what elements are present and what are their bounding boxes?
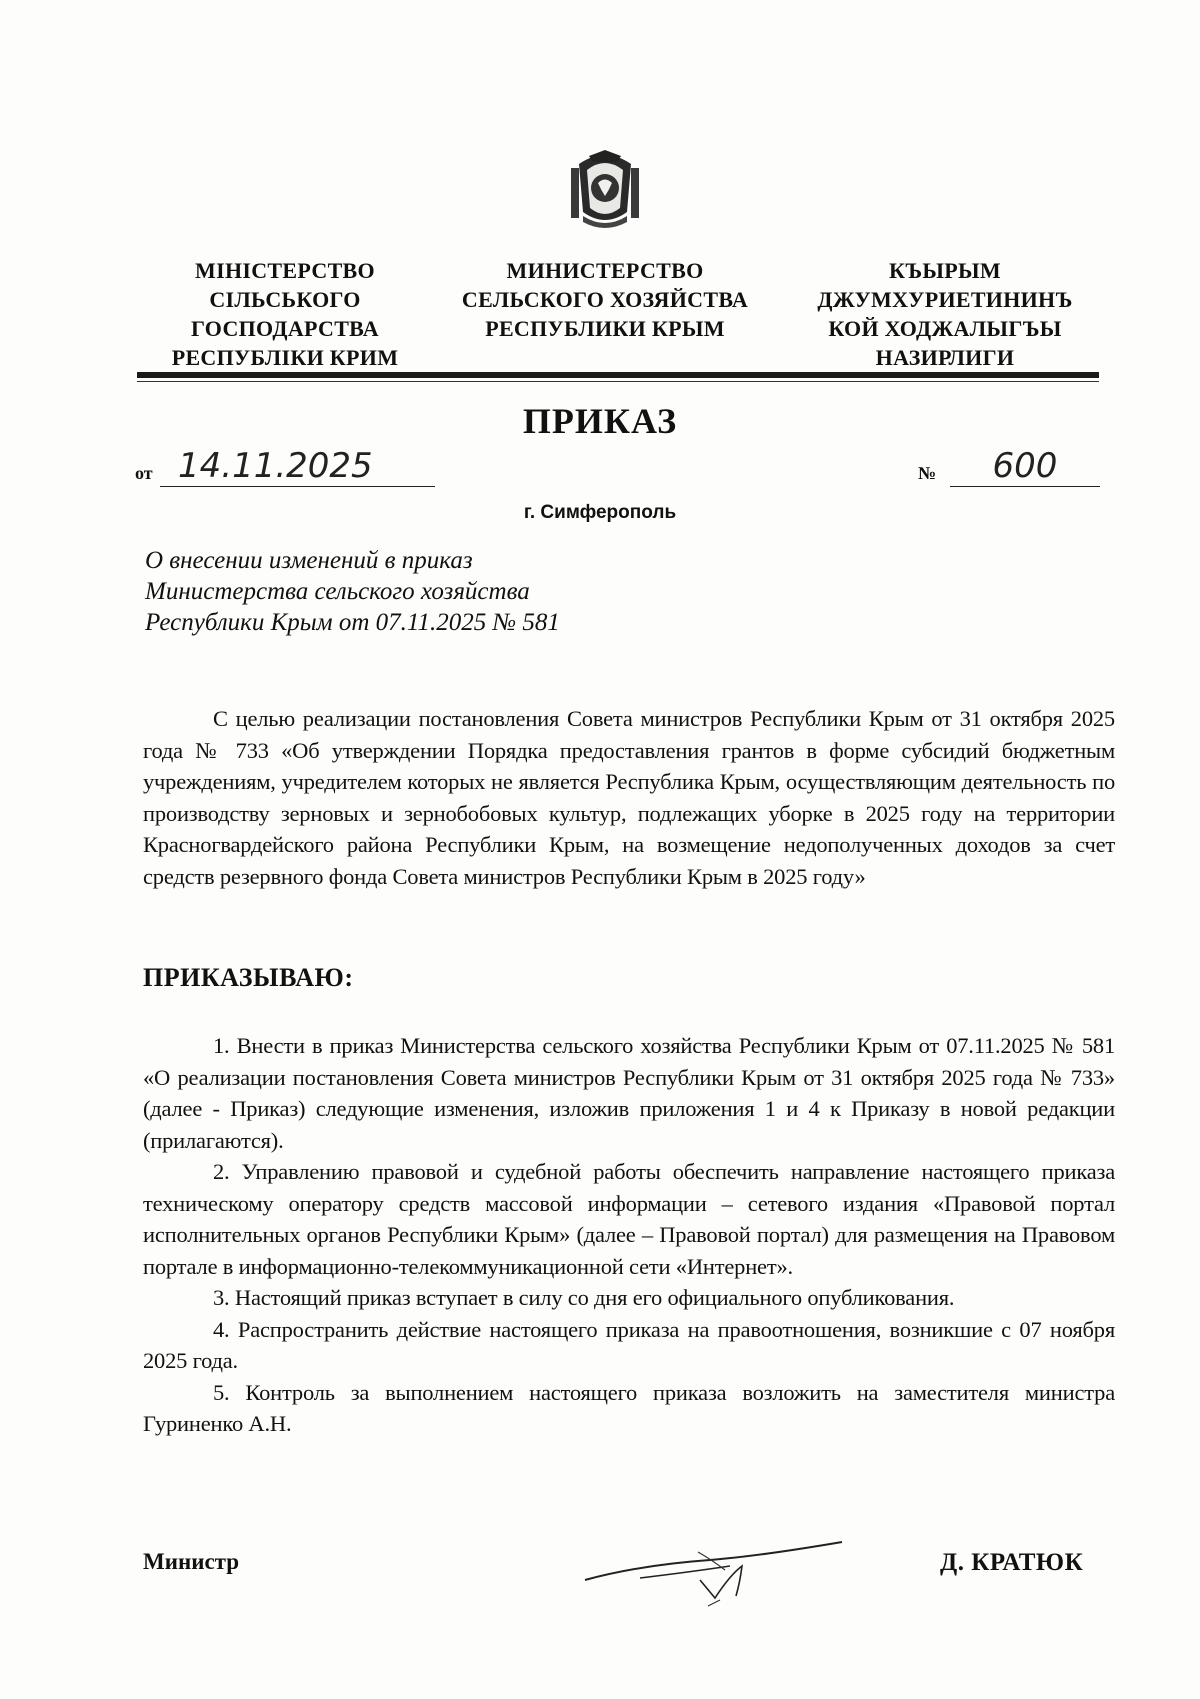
signer-title: Министр: [143, 1549, 240, 1574]
header-line: РЕСПУБЛИКИ КРЫМ: [485, 316, 725, 341]
order-heading: ПРИКАЗЫВАЮ:: [143, 963, 354, 992]
header-line: НАЗИРЛИГИ: [875, 345, 1015, 370]
header-line: МИНИСТЕРСТВО: [506, 258, 704, 283]
number-value: 600: [950, 446, 1100, 487]
header-line: СЕЛЬСКОГО ХОЗЯЙСТВА: [461, 287, 749, 312]
header-line: ДЖУМХУРИЕТИНИНЪ: [817, 287, 1073, 312]
document-title: ПРИКАЗ: [522, 401, 678, 441]
subject-line: О внесении изменений в приказ: [145, 547, 473, 574]
date-value: 14.11.2025: [160, 446, 435, 487]
header-line: КОЙ ХОДЖАЛЫГЪЫ: [828, 316, 1062, 341]
subject-line: Министерства сельского хозяйства: [145, 578, 530, 605]
header-line: МІНІСТЕРСТВО: [195, 258, 375, 283]
city-name: г. Симферополь: [523, 502, 677, 523]
header-line: ГОСПОДАРСТВА: [191, 316, 379, 341]
order-item: 3. Настоящий приказ вступает в силу со дня его официального опубликования.: [213, 1285, 955, 1310]
header-divider-thin: [137, 381, 1099, 382]
header-russian: [455, 256, 755, 343]
subject-line: Республики Крым от 07.11.2025 № 581: [145, 609, 560, 636]
signature-icon: [580, 1520, 850, 1610]
header-line: КЪЫРЫМ: [889, 258, 1001, 283]
header-divider-thick: [137, 372, 1099, 378]
order-items: [143, 1030, 1115, 1440]
order-item: 1. Внести в приказ Министерства сельского хозяйства Республики Крым от 07.11.2025 № 581 «О реализации постановления Совета министров Республики Крым от 31 октября 2025 года № 733» (далее - Приказ) следующие изменения, изложив приложения 1 и 4 к Приказу в новой редакции (прилагаются).: [143, 1033, 1115, 1153]
number-label: №: [918, 463, 937, 483]
order-item: 4. Распространить действие настоящего приказа на правоотношения, возникшие с 07 ноября 2025 года.: [143, 1316, 1115, 1373]
preamble-paragraph: С целью реализации постановления Совета министров Республики Крым от 31 октября 2025 года № 733 «Об утверждении Порядка предоставления грантов в форме субсидий бюджетным учреждениям, учредителем которых не является Республика Крым, осуществляющим деятельность по производству зерновых и зернобобовых культур, подлежащих уборке в 2025 году на территории Красногвардейского района Республики Крым, на возмещение недополученных доходов за счет средств резервного фонда Совета министров Республики Крым в 2025 году»: [143, 706, 1115, 889]
preamble: [143, 703, 1115, 892]
signer-name: Д. КРАТЮК: [940, 1549, 1084, 1576]
document-subject: [145, 545, 560, 638]
order-item: 5. Контроль за выполнением настоящего приказа возложить на заместителя министра Гуриненко А.Н.: [143, 1379, 1115, 1436]
header-line: РЕСПУБЛІКИ КРИМ: [171, 345, 399, 370]
header-ukrainian: [150, 256, 420, 372]
header-crimean-tatar: [790, 256, 1100, 372]
crimea-coat-of-arms-icon: [565, 150, 645, 230]
order-item: 2. Управлению правовой и судебной работы обеспечить направление настоящего приказа техническому оператору средств массовой информации – сетевого издания «Правовой портал исполнительных органов Республики Крым» (далее – Правовой портал) для размещения на Правовом портале в информационно-телекоммуникационной сети «Интернет».: [143, 1159, 1115, 1279]
date-label: от: [135, 463, 153, 483]
header-line: СІЛЬСЬКОГО: [209, 287, 361, 312]
